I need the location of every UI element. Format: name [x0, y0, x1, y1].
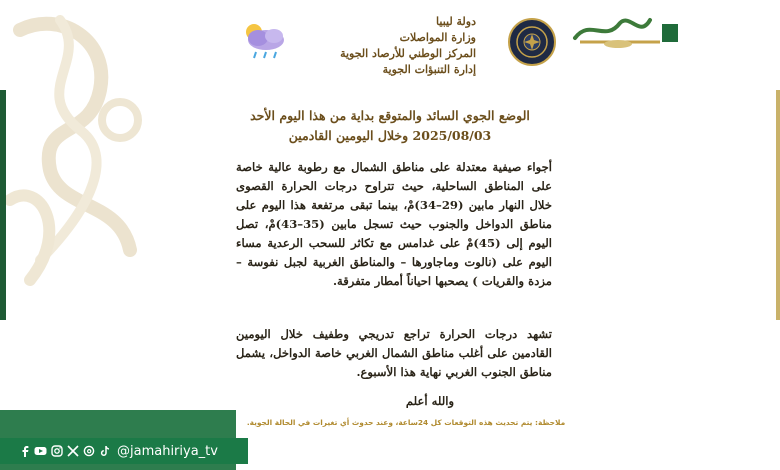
facebook-icon[interactable] [18, 445, 31, 458]
header-country: دولة ليبيا [436, 15, 476, 28]
seal-emblem-icon [510, 20, 554, 64]
title-line-2: 2025/08/03 وخلال اليومين القادمين [288, 128, 492, 143]
right-gold-bar [776, 90, 780, 320]
x-icon[interactable] [66, 445, 79, 458]
social-links [18, 440, 218, 462]
update-note: ملاحظة: يتم تحديث هذه التوقعات كل 24ساعة، وعند حدوث أي تغيرات في الحالة الجوية. [246, 418, 566, 427]
header-department: إدارة التنبؤات الجوية [382, 63, 476, 76]
closing-phrase: والله أعلم [405, 394, 455, 408]
header-ministry: وزارة المواصلات [399, 31, 476, 44]
threads-icon[interactable] [82, 445, 95, 458]
header-center: المركز الوطني للأرصاد الجوية [340, 47, 476, 60]
calligraphy-decoration [0, 0, 170, 320]
ministry-calligraphy-logo [570, 8, 680, 48]
agency-header [286, 14, 476, 78]
bulletin-title [200, 106, 580, 146]
social-handle[interactable]: @jamahiriya_tv [117, 443, 218, 459]
title-line-1: الوضع الجوي السائد والمتوقع بداية من هذا اليوم الأحد [250, 108, 530, 123]
meteorological-center-seal [508, 18, 556, 66]
instagram-icon[interactable] [50, 445, 63, 458]
youtube-icon[interactable] [34, 445, 47, 458]
forecast-paragraph-2: تشهد درجات الحرارة تراجع تدريجي وطفيف خلال اليومين القادمين على أغلب مناطق الشمال الغربي خاصة الدواخل، يشمل مناطق الجنوب الغربي نهاية هذا الأسبوع. [236, 327, 552, 379]
forecast-paragraph-1: أجواء صيفية معتدلة على مناطق الشمال مع رطوبة عالية خاصة على المناطق الساحلية، حيث تتراوح درجات الحرارة القصوى خلال النهار مابين (29–34)مْ، بينما تبقى مرتفعة هذا اليوم على مناطق الدواخل والجنوب حيث تسجل مابين (35–43)مْ، تصل اليوم إلى (45)مْ على غدامس مع تكاثر للسحب الرعدية مساء اليوم على (نالوت وماجاورها – والمناطق الغربية لجبل نفوسة – مزدة والقريات ) يصحبها احياناً أمطار متفرقة. [236, 160, 553, 288]
rain-cloud-icon [238, 20, 290, 60]
tiktok-icon[interactable] [98, 445, 111, 458]
left-green-bar [0, 90, 6, 320]
